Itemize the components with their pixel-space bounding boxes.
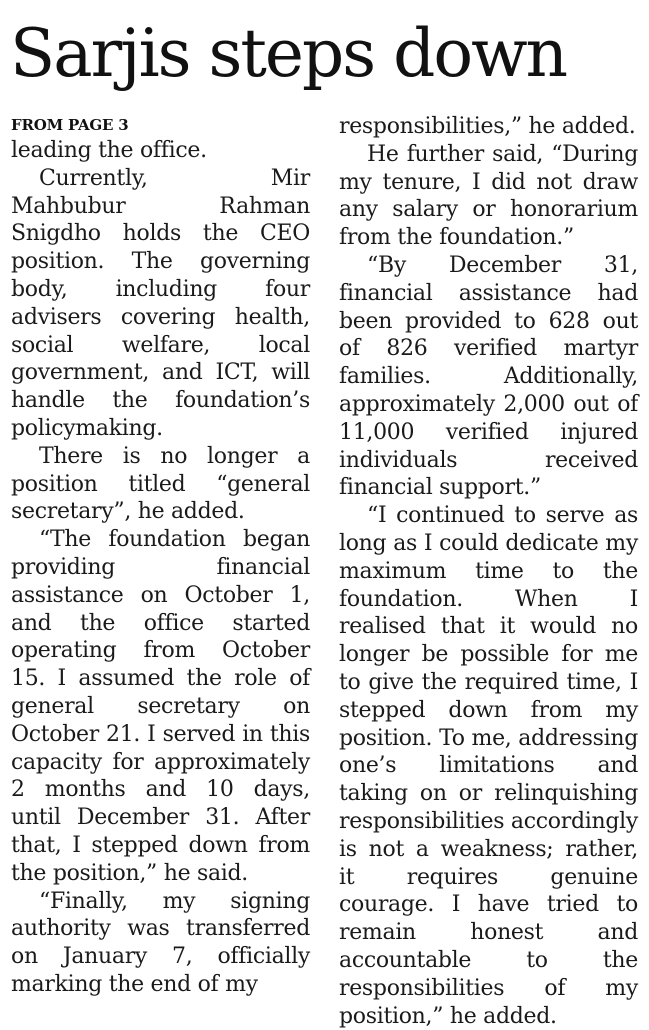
- jump-line: FROM PAGE 3: [11, 116, 129, 134]
- paragraph: He further said, “During my tenure, I did not draw any salary or honorarium from the foundation.”: [339, 141, 638, 251]
- paragraph: Currently, Mir Mahbubur Rahman Snigdho holds the CEO position. The governing body, including four advisers covering health, social welfare, local government, and ICT, will handle the foundation’s policymaking.: [11, 165, 310, 441]
- article-column-left: [11, 113, 310, 999]
- paragraph: leading the office.: [11, 138, 207, 163]
- article-column-right: [339, 113, 638, 1030]
- paragraph: “I continued to serve as long as I could dedicate my maximum time to the foundation. When I realised that it would no longer be possible for me to give the required time, I stepped down from my position. To me, addressing one’s limitations and taking on or relinquishing responsibilities accordingly is not a weakness; rather, it requires genuine courage. I have tried to remain honest and accountable to the responsibilities of my position,” he added.: [339, 503, 638, 1029]
- headline: Sarjis steps down: [10, 15, 567, 92]
- paragraph: “By December 31, financial assistance had been provided to 628 out of 826 verified martyr families. Additionally, approximately 2,000 out of 11,000 verified injured individuals received financial support.”: [339, 252, 638, 501]
- paragraph: responsibilities,” he added.: [339, 114, 636, 139]
- paragraph: “Finally, my signing authority was transferred on January 7, officially marking the end of my: [11, 888, 310, 997]
- paragraph: There is no longer a position titled “general secretary”, he added.: [11, 443, 310, 525]
- paragraph: “The foundation began providing financial assistance on October 1, and the office started operating from October 15. I assumed the role of general secretary on October 21. I served in this capacity for approximately 2 months and 10 days, until December 31. After that, I stepped down from the position,” he said.: [11, 527, 310, 886]
